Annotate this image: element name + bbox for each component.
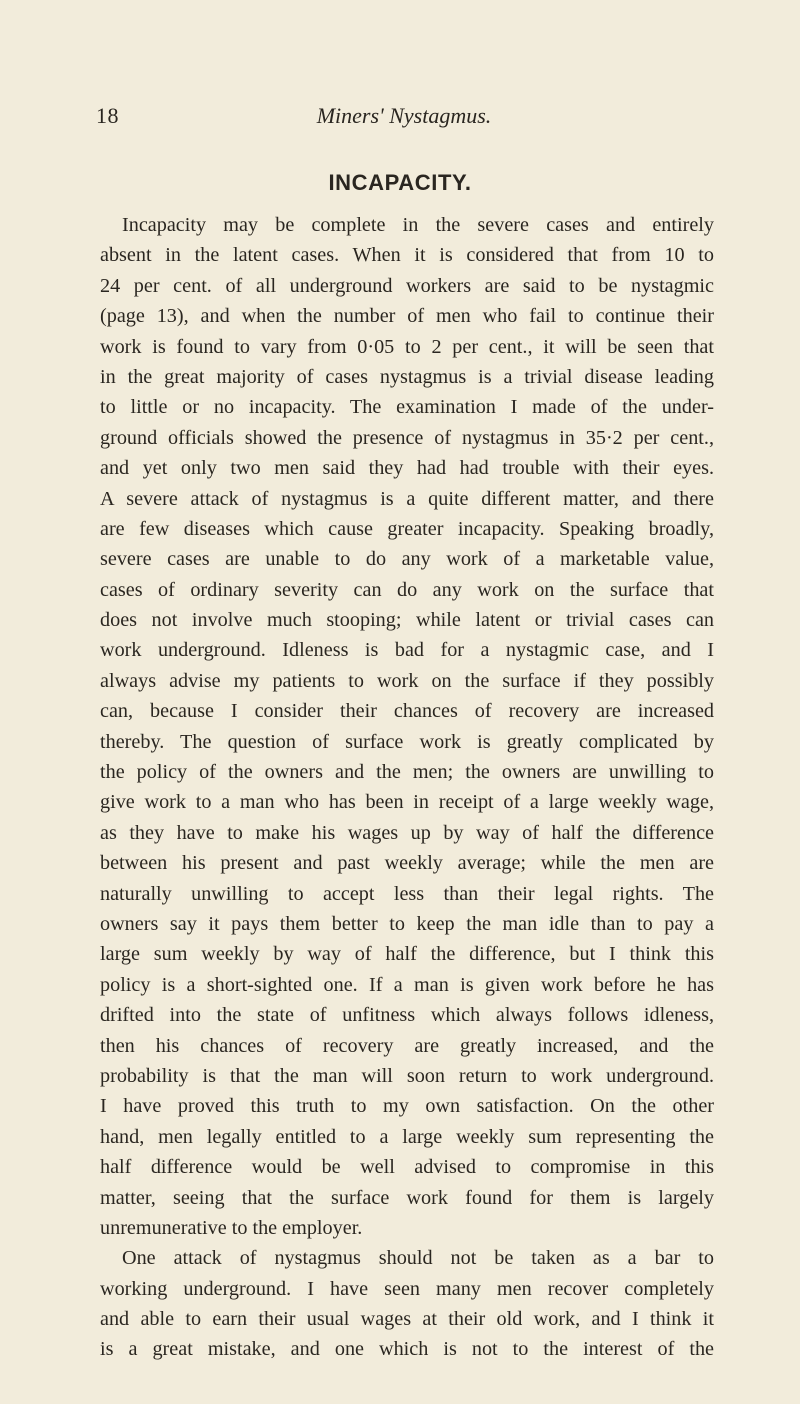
text-line: hand, men legally entitled to a large weekly sum representing the: [100, 1125, 714, 1148]
text-line: owners say it pays them better to keep the man idle than to pay a: [100, 912, 714, 935]
text-line: policy is a short-sighted one. If a man is given work before he has: [100, 973, 714, 996]
text-line: 24 per cent. of all underground workers are said to be nystagmic: [100, 274, 714, 297]
text-line: cases of ordinary severity can do any work on the surface that: [100, 578, 714, 601]
running-title: Miners' Nystagmus.: [316, 103, 492, 128]
text-line: and yet only two men said they had had trouble with their eyes.: [100, 457, 714, 480]
text-line: A severe attack of nystagmus is a quite different matter, and there: [100, 487, 714, 510]
text-line: in the great majority of cases nystagmus is a trivial disease leading: [100, 365, 714, 388]
text-line: and able to earn their usual wages at their old work, and I think it: [100, 1308, 714, 1331]
text-line: the policy of the owners and the men; the owners are unwilling to: [100, 761, 714, 784]
text-line: always advise my patients to work on the surface if they possibly: [100, 669, 714, 692]
text-line: to little or no incapacity. The examination I made of the under-: [100, 396, 714, 419]
text-line: give work to a man who has been in receipt of a large weekly wage,: [100, 791, 714, 814]
body-text: [100, 210, 714, 1365]
text-line: does not involve much stooping; while latent or trivial cases can: [100, 609, 714, 632]
text-line: between his present and past weekly average; while the men are: [100, 852, 714, 875]
text-line: large sum weekly by way of half the difference, but I think this: [100, 943, 714, 966]
text-line: work is found to vary from 0·05 to 2 per cent., it will be seen that: [100, 335, 714, 358]
page-number: 18: [96, 103, 119, 128]
text-line: work underground. Idleness is bad for a nystagmic case, and I: [100, 639, 714, 662]
text-line: naturally unwilling to accept less than their legal rights. The: [100, 882, 714, 905]
text-line: One attack of nystagmus should not be taken as a bar to: [122, 1247, 714, 1270]
text-line: (page 13), and when the number of men who fail to continue their: [100, 305, 714, 328]
text-line: I have proved this truth to my own satisfaction. On the other: [100, 1095, 714, 1118]
paragraph: [100, 210, 714, 1243]
text-line: are few diseases which cause greater incapacity. Speaking broadly,: [100, 517, 714, 540]
text-line: probability is that the man will soon return to work underground.: [100, 1064, 714, 1087]
text-line: Incapacity may be complete in the severe cases and entirely: [122, 214, 714, 236]
text-line: as they have to make his wages up by way of half the difference: [100, 821, 714, 844]
text-line: half difference would be well advised to compromise in this: [100, 1156, 714, 1179]
text-line: absent in the latent cases. When it is considered that from 10 to: [100, 244, 714, 267]
section-heading: INCAPACITY.: [328, 170, 472, 195]
text-line: can, because I consider their chances of recovery are increased: [100, 700, 714, 723]
text-line: severe cases are unable to do any work of a marketable value,: [100, 548, 714, 571]
running-head: [96, 103, 712, 139]
text-line: working underground. I have seen many men recover completely: [100, 1277, 714, 1300]
text-line: is a great mistake, and one which is not to the interest of the: [100, 1338, 714, 1361]
text-line: then his chances of recovery are greatly increased, and the: [100, 1034, 714, 1057]
text-line: ground officials showed the presence of nystagmus in 35·2 per cent.,: [100, 426, 714, 449]
text-line: matter, seeing that the surface work found for them is largely: [100, 1186, 714, 1209]
paragraph: [100, 1243, 714, 1365]
text-line: drifted into the state of unfitness which always follows idleness,: [100, 1004, 714, 1027]
text-line: thereby. The question of surface work is greatly complicated by: [100, 730, 714, 753]
text-line: unremunerative to the employer.: [100, 1216, 363, 1239]
